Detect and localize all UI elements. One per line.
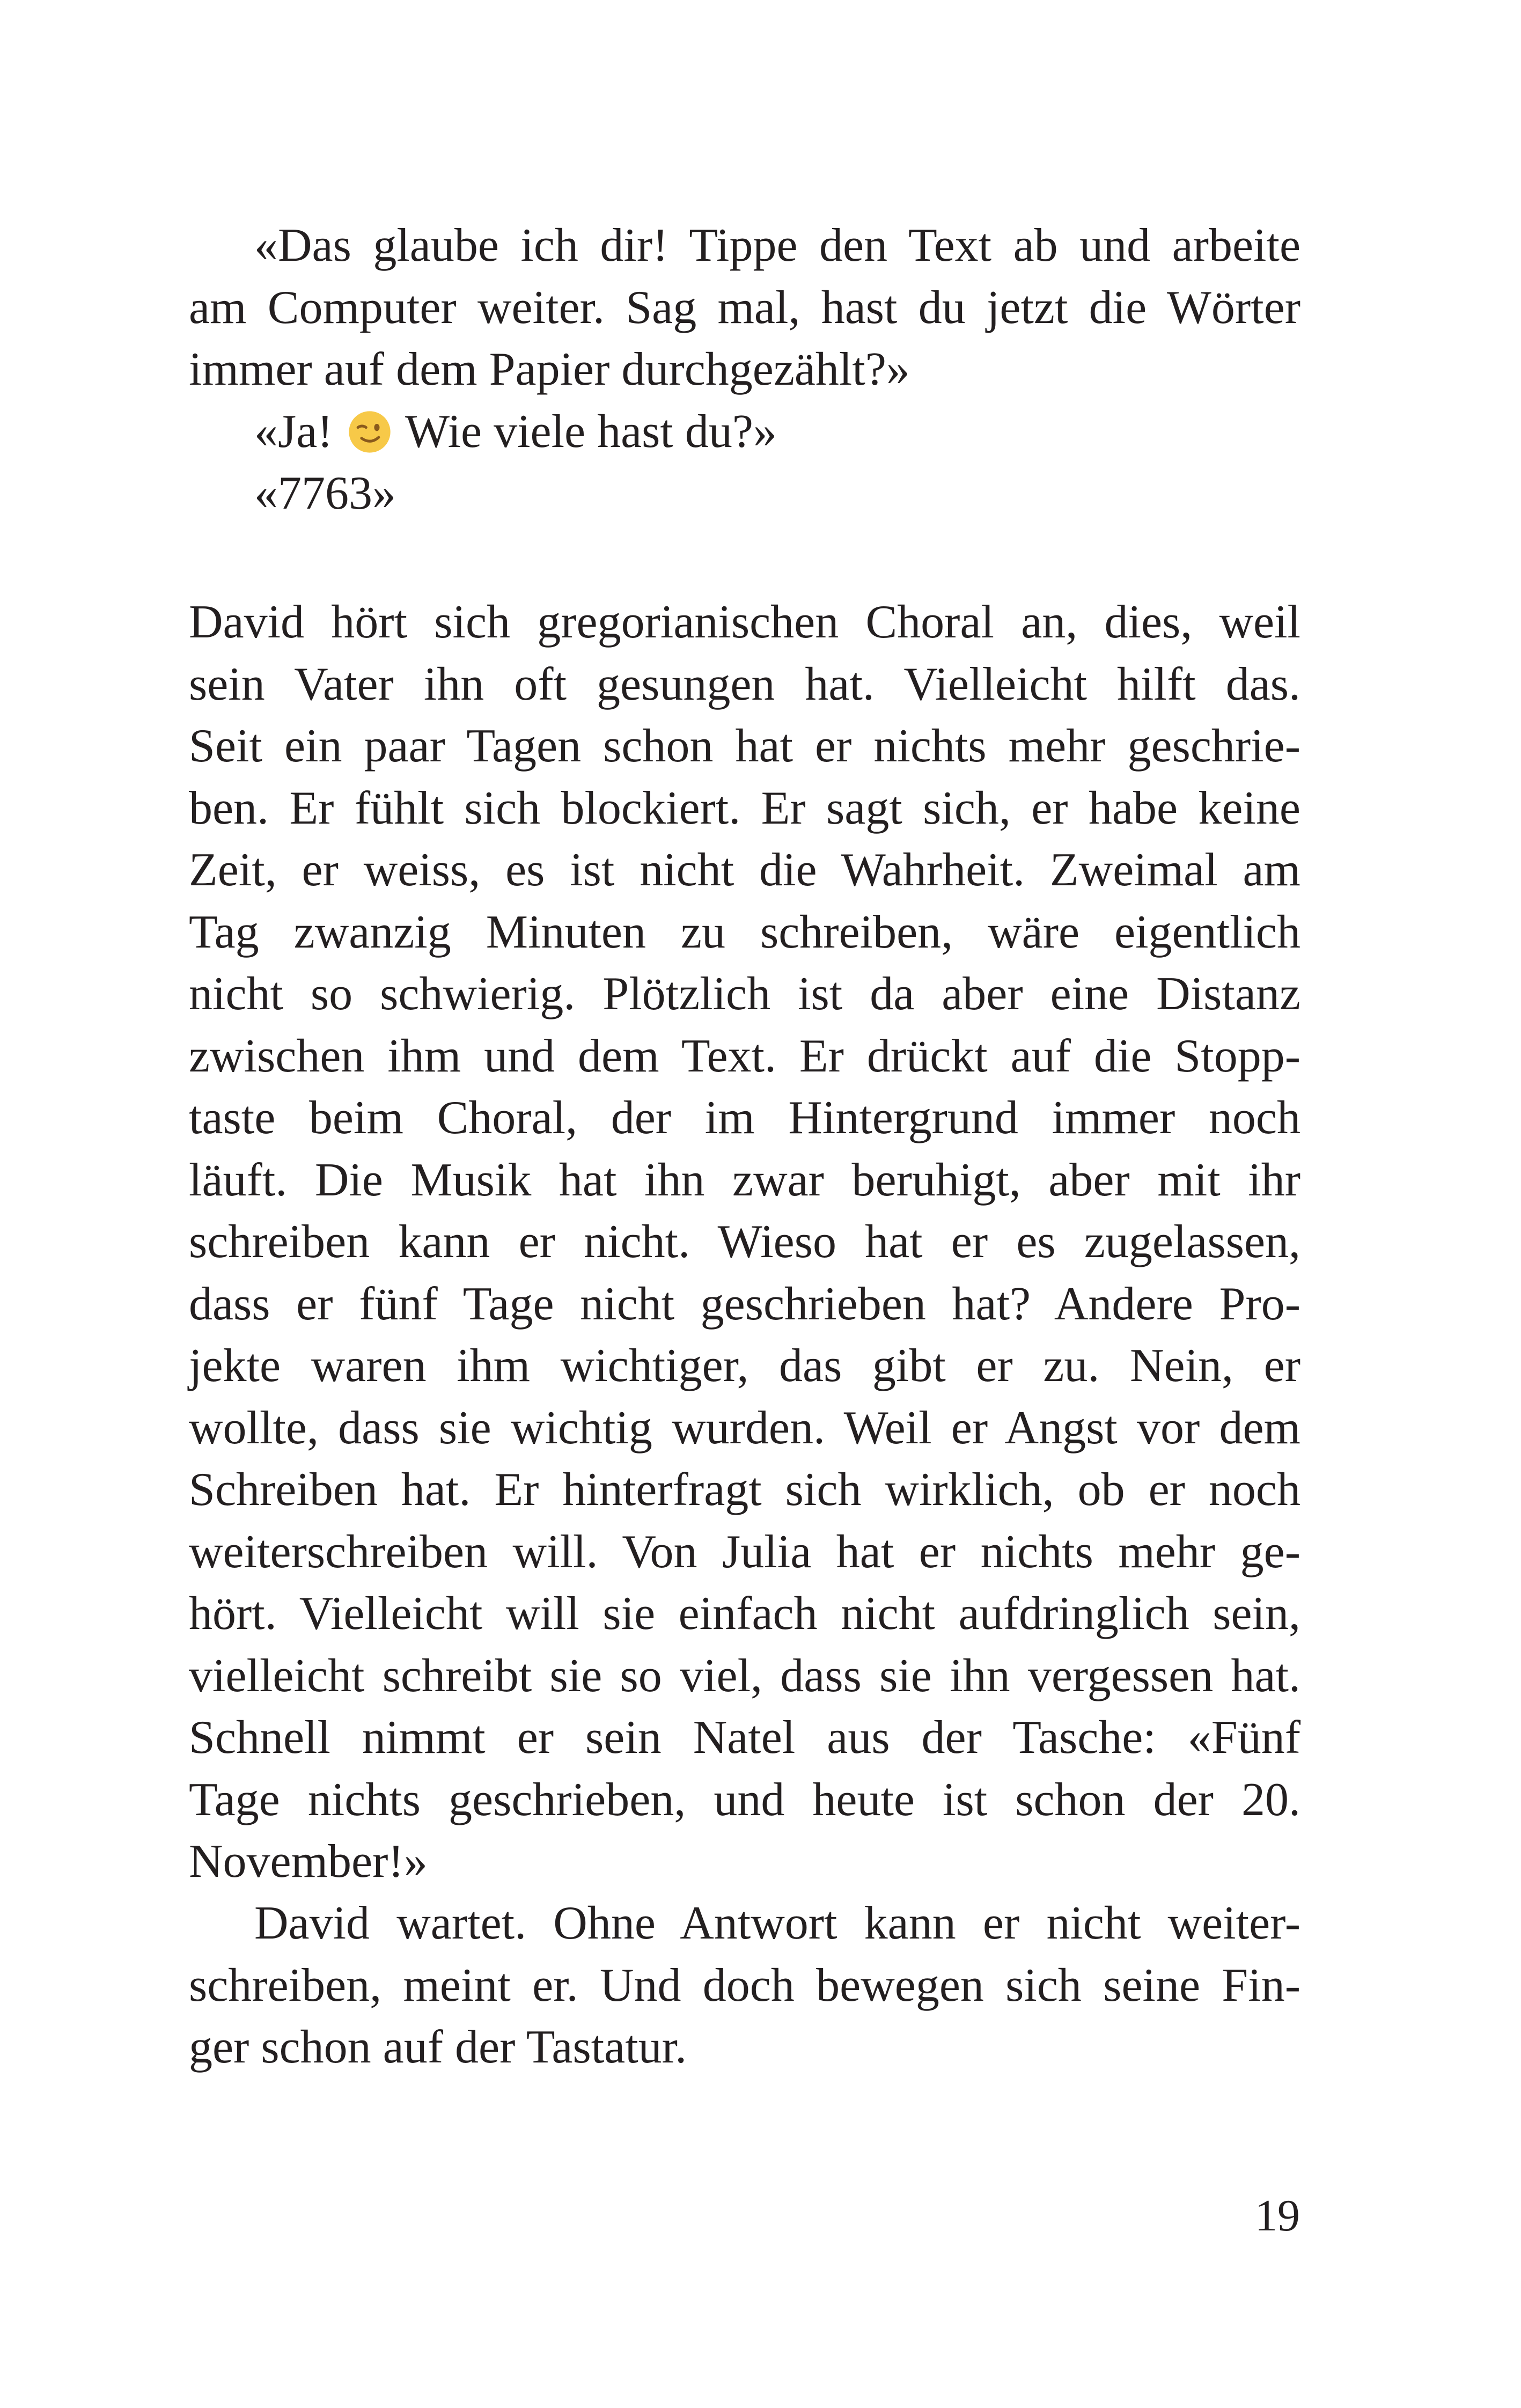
dialogue-block xyxy=(189,215,1300,525)
paragraph-closing xyxy=(189,1892,1300,2079)
paragraph-line: Tage nichts geschrieben, und heute ist schon der 20. xyxy=(189,1773,1300,1826)
paragraph-line: Tag zwanzig Minuten zu schreiben, wäre eigentlich xyxy=(189,906,1300,958)
paragraph-main xyxy=(189,591,1300,1893)
paragraph-line: hört. Vielleicht will sie einfach nicht aufdringlich sein, xyxy=(189,1588,1300,1640)
paragraph-line: nicht so schwierig. Plötzlich ist da aber eine Distanz xyxy=(189,968,1300,1020)
dialogue-line-3: immer auf dem Papier durchgezählt?» xyxy=(189,343,910,395)
paragraph-line: vielleicht schreibt sie so viel, dass sie ihn vergessen hat. xyxy=(189,1649,1300,1702)
reply-end: Wie viele hast du?» xyxy=(405,405,777,458)
paragraph-line: zwischen ihm und dem Text. Er drückt auf die Stopp- xyxy=(189,1030,1300,1082)
paragraph-line: jekte waren ihm wichtiger, das gibt er zu. Nein, er xyxy=(189,1340,1300,1392)
paragraph-line: läuft. Die Musik hat ihn zwar beruhigt, aber mit ihr xyxy=(189,1154,1300,1206)
dialogue-line-1: «Das glaube ich dir! Tippe den Text ab und arbeite xyxy=(254,219,1300,271)
paragraph-line: Seit ein paar Tagen schon hat er nichts mehr geschrie- xyxy=(189,720,1300,772)
page-number: 19 xyxy=(1255,2191,1300,2241)
paragraph-line: Schreiben hat. Er hinterfragt sich wirklich, ob er noch xyxy=(189,1464,1300,1516)
dialogue-reply xyxy=(189,401,1300,463)
paragraph-line: schreiben, meint er. Und doch bewegen sich seine Fin- xyxy=(189,1959,1300,2011)
paragraph-line: schreiben kann er nicht. Wieso hat er es zugelassen, xyxy=(189,1216,1300,1268)
paragraph-line: ger schon auf der Tastatur. xyxy=(189,2021,687,2073)
paragraph-line: Zeit, er weiss, es ist nicht die Wahrheit. Zweimal am xyxy=(189,844,1300,896)
paragraph-line: David wartet. Ohne Antwort kann er nicht weiter- xyxy=(254,1897,1300,1949)
dialogue-count: «7763» xyxy=(254,467,396,519)
paragraph-line: ben. Er fühlt sich blockiert. Er sagt sich, er habe keine xyxy=(189,782,1300,834)
paragraph-line: wollte, dass sie wichtig wurden. Weil er Angst vor dem xyxy=(189,1401,1300,1454)
paragraph-line: weiterschreiben will. Von Julia hat er nichts mehr ge- xyxy=(189,1525,1300,1578)
paragraph-line: sein Vater ihn oft gesungen hat. Vielleicht hilft das. xyxy=(189,658,1300,710)
winking-face-icon xyxy=(347,409,392,454)
reply-start: «Ja! xyxy=(254,405,333,458)
paragraph-line: taste beim Choral, der im Hintergrund immer noch xyxy=(189,1092,1300,1144)
paragraph-line: David hört sich gregorianischen Choral an, dies, weil xyxy=(189,596,1300,648)
paragraph-line: dass er fünf Tage nicht geschrieben hat? Andere Pro- xyxy=(189,1278,1300,1330)
dialogue-line-2: am Computer weiter. Sag mal, hast du jetzt die Wörter xyxy=(189,281,1300,334)
paragraph-line: November!» xyxy=(189,1836,428,1888)
paragraph-line: Schnell nimmt er sein Natel aus der Tasche: «Fünf xyxy=(189,1712,1300,1764)
